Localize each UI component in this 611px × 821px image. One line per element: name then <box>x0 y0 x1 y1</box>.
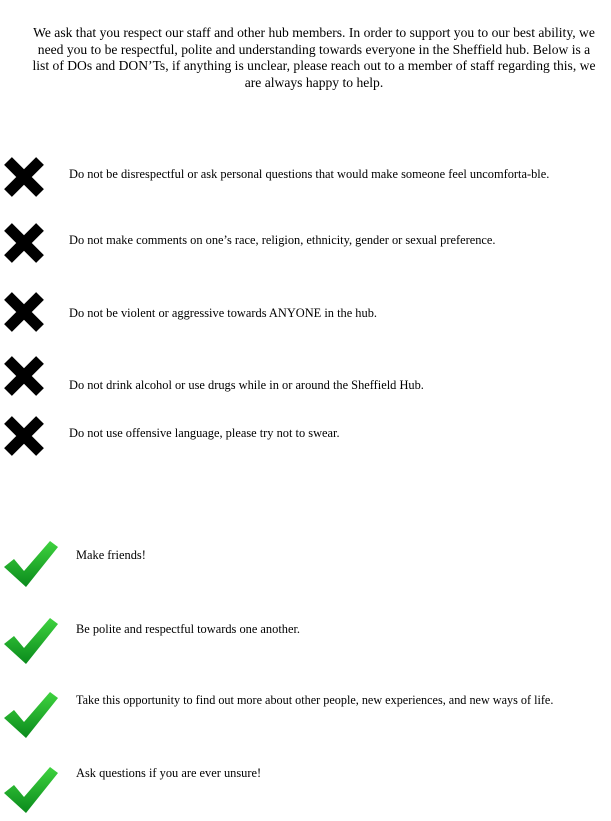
intro-paragraph: We ask that you respect our staff and other hub members. In order to support you to our best ability, we need you to be respectful, polite and understanding towards everyone in the Sheffield hub. Below is a list of DOs and DON’Ts, if anything is unclear, please reach out to a member of staff regarding this, we are always happy to help. <box>32 25 596 90</box>
check-icon <box>2 614 60 666</box>
cross-icon <box>2 223 46 263</box>
dont-item-text: Do not drink alcohol or use drugs while in or around the Sheffield Hub. <box>69 378 424 392</box>
do-item-text: Take this opportunity to find out more about other people, new experiences, and new ways of life. <box>76 693 554 707</box>
cross-icon <box>2 292 46 332</box>
dont-item-text: Do not be disrespectful or ask personal questions that would make someone feel uncomforta-ble. <box>69 167 550 181</box>
cross-icon <box>2 157 46 197</box>
check-icon <box>2 688 60 740</box>
cross-icon <box>2 356 46 396</box>
check-icon <box>2 763 60 815</box>
dont-item-text: Do not be violent or aggressive towards ANYONE in the hub. <box>69 306 377 320</box>
cross-icon <box>2 416 46 456</box>
dont-item-text: Do not make comments on one’s race, religion, ethnicity, gender or sexual preference. <box>69 233 496 247</box>
do-item-text: Be polite and respectful towards one another. <box>76 622 300 636</box>
dont-item-text: Do not use offensive language, please try not to swear. <box>69 426 340 440</box>
do-item-text: Make friends! <box>76 548 146 562</box>
do-item-text: Ask questions if you are ever unsure! <box>76 766 262 780</box>
check-icon <box>2 537 60 589</box>
